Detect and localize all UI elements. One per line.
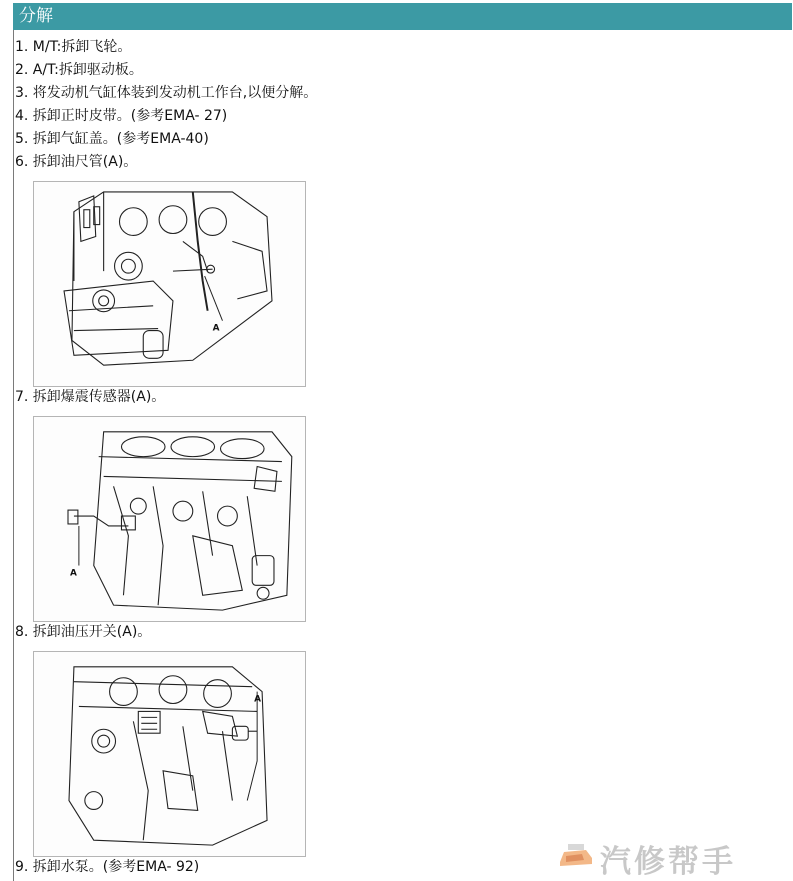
figure-dipstick-tube xyxy=(33,181,306,387)
car-logo-icon xyxy=(556,836,596,876)
step-2: 2. A/T:拆卸驱动板。 xyxy=(15,62,143,78)
left-border xyxy=(13,30,14,881)
watermark-text: 汽修帮手 xyxy=(600,844,736,880)
step-8: 8. 拆卸油压开关(A)。 xyxy=(15,624,152,640)
figure-3-callout: A xyxy=(254,694,262,705)
engine-block-illustration-1 xyxy=(34,182,305,386)
watermark-logo xyxy=(556,834,792,880)
figure-oil-pressure-switch xyxy=(33,651,306,857)
step-4: 4. 拆卸正时皮带。(参考EMA- 27) xyxy=(15,108,228,124)
section-header xyxy=(13,3,792,30)
engine-block-illustration-3 xyxy=(34,652,305,856)
figure-knock-sensor xyxy=(33,416,306,622)
section-title: 分解 xyxy=(19,6,53,26)
step-9: 9. 拆卸水泵。(参考EMA- 92) xyxy=(15,859,200,875)
step-7: 7. 拆卸爆震传感器(A)。 xyxy=(15,389,166,405)
step-1: 1. M/T:拆卸飞轮。 xyxy=(15,39,132,55)
step-6: 6. 拆卸油尺管(A)。 xyxy=(15,154,138,170)
figure-1-callout: A xyxy=(212,323,220,334)
step-5: 5. 拆卸气缸盖。(参考EMA-40) xyxy=(15,131,209,147)
figure-2-callout: A xyxy=(69,568,77,579)
step-3: 3. 将发动机气缸体装到发动机工作台,以便分解。 xyxy=(15,85,318,101)
engine-block-illustration-2 xyxy=(34,417,305,621)
